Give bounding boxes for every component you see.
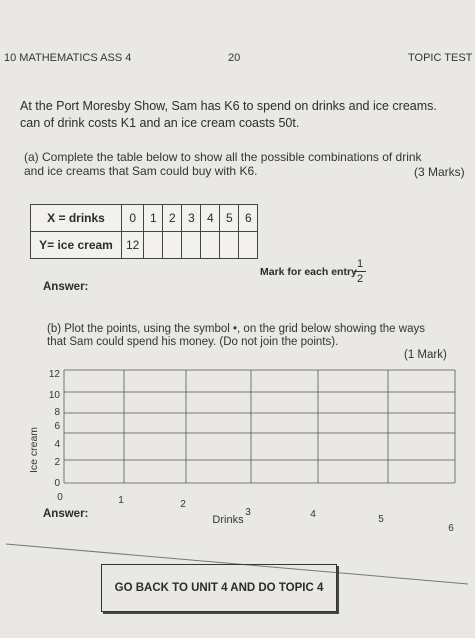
x-tick-label: 2 (180, 499, 186, 510)
x-axis-label: Drinks (212, 514, 244, 526)
table-cell: 2 (163, 205, 182, 232)
x-tick-label: 5 (378, 514, 384, 525)
y-tick-label: 4 (54, 439, 60, 450)
table-cell: 1 (144, 205, 163, 232)
table-cell: 6 (239, 205, 258, 232)
y-tick-label: 12 (48, 369, 60, 380)
part-b-line-1: (b) Plot the points, using the symbol •, on the grid below showing the ways (47, 323, 425, 335)
table-cell: 5 (220, 205, 239, 232)
part-a-marks: (3 Marks) (414, 165, 465, 179)
header-course: 10 MATHEMATICS ASS 4 (4, 52, 132, 64)
mark-note: Mark for each entry (260, 266, 357, 278)
question-line-1: At the Port Moresby Show, Sam has K6 to spend on drinks and ice creams. (20, 99, 437, 113)
header-page-number: 20 (228, 52, 241, 64)
table-cell: 12 (122, 232, 144, 259)
header-topic: TOPIC TEST (408, 52, 473, 64)
go-back-box (101, 564, 337, 612)
y-tick-label: 2 (54, 457, 60, 468)
question-line-2: can of drink costs K1 and an ice cream coasts 50t. (20, 116, 300, 130)
x-tick-label: 6 (448, 523, 454, 534)
part-b-line-2: that Sam could spend his money. (Do not join the points). (47, 336, 339, 348)
x-tick-label: 4 (310, 509, 316, 520)
y-tick-label: 10 (48, 390, 60, 401)
y-tick-label: 8 (54, 407, 60, 418)
x-tick-label: 3 (245, 507, 251, 518)
table-cell: 4 (201, 205, 220, 232)
fraction-numerator: 1 (356, 258, 364, 270)
y-axis-label: Ice cream (28, 426, 40, 474)
row-header-drinks: X = drinks (31, 205, 122, 232)
go-back-text: GO BACK TO UNIT 4 AND DO TOPIC 4 (114, 582, 324, 594)
fraction-denominator: 2 (356, 273, 364, 285)
y-tick-label: 0 (54, 478, 60, 489)
table-cell: 3 (182, 205, 201, 232)
table-cell: 0 (122, 205, 144, 232)
row-header-ice-cream: Y= ice cream (31, 232, 122, 259)
x-tick-label: 0 (57, 492, 63, 503)
y-tick-label: 6 (54, 421, 60, 432)
part-a-line-1: (a) Complete the table below to show all the possible combinations of drink (24, 150, 422, 164)
part-a-line-2: and ice creams that Sam could buy with K6. (24, 164, 258, 178)
answer-label-b: Answer: (43, 508, 89, 520)
x-tick-label: 1 (118, 495, 124, 506)
part-b-marks: (1 Mark) (404, 349, 447, 361)
answer-label-a: Answer: (43, 281, 89, 293)
